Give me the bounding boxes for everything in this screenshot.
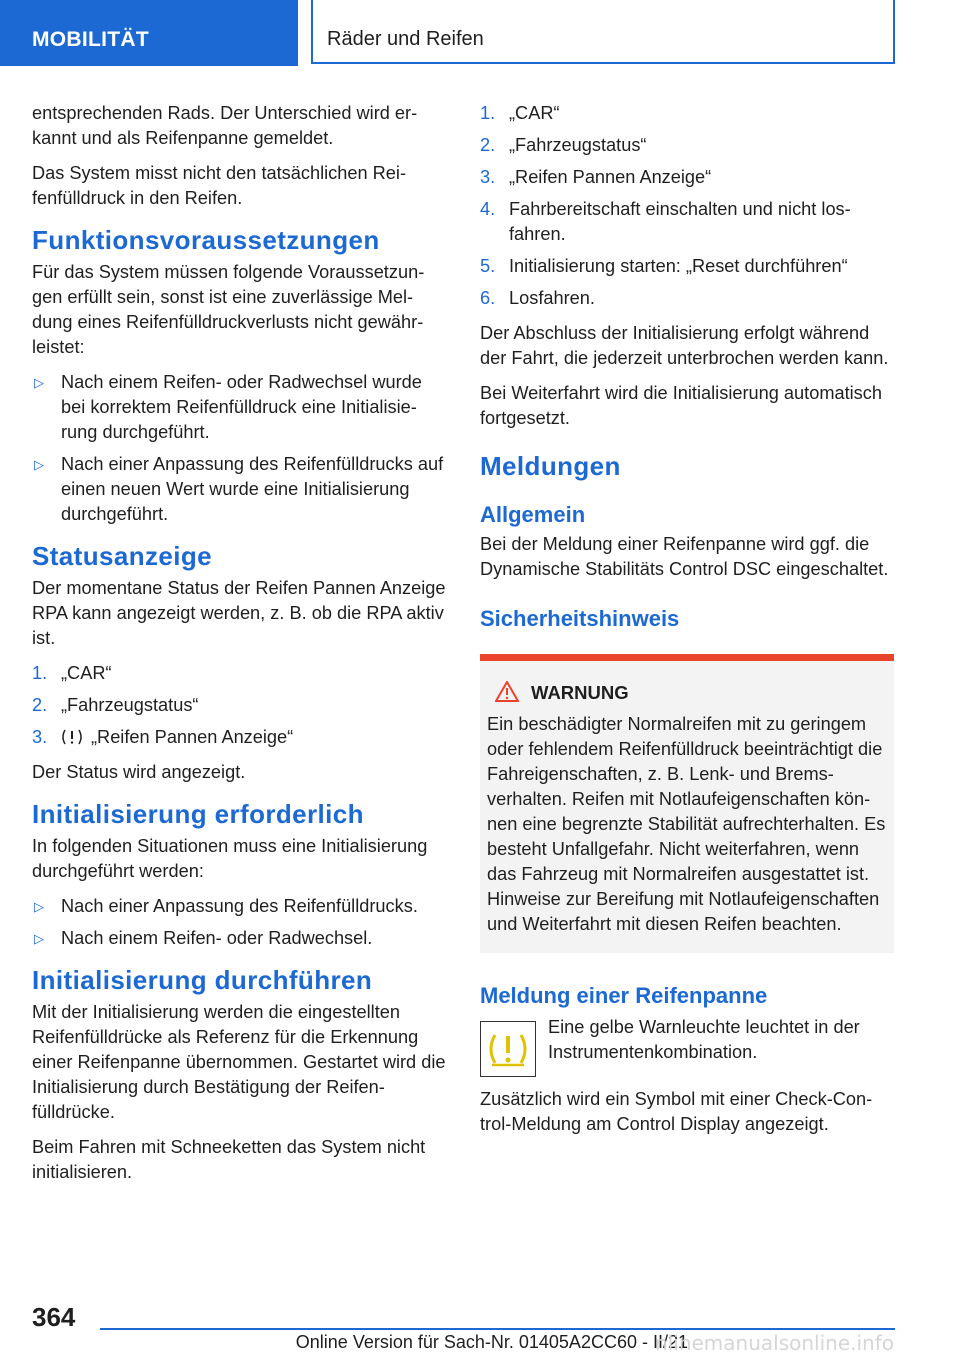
list-item: [480, 197, 894, 247]
list-item-text: „Reifen Pannen Anzeige“: [91, 727, 294, 747]
right-column: [480, 101, 894, 1147]
step-number: 3.: [480, 167, 496, 187]
list-item-text: Initialisierung starten: „Reset durchführen“: [509, 256, 848, 276]
list-item: [480, 133, 894, 158]
list-item: [32, 693, 446, 718]
triangle-bullet-icon: ▷: [34, 457, 44, 472]
numbered-list: [32, 661, 446, 750]
heading-statusanzeige: Statusanzeige: [32, 541, 213, 571]
warning-triangle-icon: [495, 681, 519, 702]
numbered-list: [480, 101, 894, 311]
paragraph: Zusätzlich wird ein Symbol mit einer Check-Control-Meldung am Control Display angezeigt.: [480, 1089, 873, 1134]
lamp-block: [480, 1015, 894, 1087]
step-number: 2.: [480, 135, 496, 155]
list-item-text: Nach einem Reifen- oder Radwechsel wurde bei korrektem Reifenfülldruck eine Initialisierung durchgeführt.: [61, 372, 422, 442]
heading-initialisierung-erforderlich: Initialisierung erforderlich: [32, 799, 364, 829]
paragraph: Für das System müssen folgende Voraussetzungen erfüllt sein, sonst ist eine zuverlässige Meldung eines Reifenfülldruckverlusts nicht gewährleistet:: [32, 262, 425, 357]
list-item: [32, 370, 446, 445]
list-item: [32, 661, 446, 686]
step-number: 6.: [480, 288, 496, 308]
tire-warning-icon: [61, 728, 83, 746]
step-number: 1.: [32, 663, 48, 683]
list-item-text: „CAR“: [61, 663, 112, 683]
paragraph: Bei Weiterfahrt wird die Initialisierung automatisch fortgesetzt.: [480, 383, 882, 428]
step-number: 1.: [480, 103, 496, 123]
heading-meldung-reifenpanne: Meldung einer Reifenpanne: [480, 983, 768, 1008]
paragraph: Eine gelbe Warnleuchte leuchtet in der Instrumentenkombination.: [548, 1017, 860, 1062]
paragraph: Bei der Meldung einer Reifenpanne wird ggf. die Dynamische Stabilitäts Control DSC eingeschaltet.: [480, 534, 889, 579]
list-item-text: Nach einem Reifen- oder Radwechsel.: [61, 928, 373, 948]
step-number: 5.: [480, 256, 496, 276]
list-item-text: Losfahren.: [509, 288, 595, 308]
heading-funktionsvoraussetzungen: Funktionsvoraussetzungen: [32, 225, 380, 255]
warning-text: Ein beschädigter Normalreifen mit zu geringem oder fehlendem Reifenfülldruck beeinträchtigt die Fahreigenschaften, z. B. Lenk- und Bremsverhalten. Reifen mit Notlaufeigenschaften können eine begrenzte Stabilität aufrechterhalten. Es besteht Unfallgefahr. Nicht weiterfahren, wenn das Fahrzeug mit Normalreifen ausgestattet ist. Hinweise zur Bereifung mit Notlaufeigenschaften und Weiterfahrt mit diesen Reifen beachten.: [487, 714, 886, 934]
footer-divider: [100, 1328, 895, 1330]
list-item-text: Fahrbereitschaft einschalten und nicht losfahren.: [509, 199, 851, 244]
triangle-bullet-icon: ▷: [34, 899, 44, 914]
list-item: [32, 725, 446, 750]
chapter-title: Räder und Reifen: [311, 0, 895, 64]
warning-box: [480, 654, 894, 953]
left-column: [32, 101, 446, 1195]
list-item-text: „CAR“: [509, 103, 560, 123]
step-number: 4.: [480, 199, 496, 219]
triangle-bullet-icon: ▷: [34, 931, 44, 946]
watermark: nlinemanualsonline.info: [655, 1331, 894, 1355]
list-item-text: Nach einer Anpassung des Reifenfülldrucks.: [61, 896, 418, 916]
paragraph: Der Status wird angezeigt.: [32, 762, 246, 782]
list-item: [480, 286, 894, 311]
list-item-text: „Reifen Pannen Anzeige“: [509, 167, 712, 187]
paragraph: In folgenden Situationen muss eine Initialisierung durchgeführt werden:: [32, 836, 428, 881]
heading-allgemein: Allgemein: [480, 502, 586, 527]
heading-sicherheitshinweis: Sicherheitshinweis: [480, 606, 680, 631]
triangle-bullet-icon: ▷: [34, 375, 44, 390]
list-item-text: „Fahrzeugstatus“: [509, 135, 647, 155]
list-item: [480, 254, 894, 279]
paragraph: Der momentane Status der Reifen Pannen Anzeige RPA kann angezeigt werden, z. B. ob die RPA aktiv ist.: [32, 578, 446, 648]
list-item: [480, 101, 894, 126]
paragraph: Der Abschluss der Initialisierung erfolgt während der Fahrt, die jederzeit unterbrochen werden kann.: [480, 323, 889, 368]
list-item: [32, 452, 446, 527]
step-number: 2.: [32, 695, 48, 715]
warning-title: WARNUNG: [531, 682, 629, 703]
page-number: 364: [32, 1302, 76, 1332]
page-header: [0, 0, 960, 66]
paragraph: Mit der Initialisierung werden die eingestellten Reifenfülldrücke als Referenz für die Erkennung einer Reifenpanne übernommen. Gestartet wird die Initialisierung durch Bestätigung der Reifenfülldrücke.: [32, 1002, 446, 1122]
bullet-list: [32, 370, 446, 527]
list-item: [32, 894, 446, 919]
footer-version: Online Version für Sach-Nr. 01405A2CC60 - II/21: [295, 1332, 688, 1352]
paragraph: Beim Fahren mit Schneeketten das System nicht initialisieren.: [32, 1137, 426, 1182]
list-item: [480, 165, 894, 190]
heading-meldungen: Meldungen: [480, 451, 621, 481]
warning-header: [487, 681, 886, 704]
paragraph: Das System misst nicht den tatsächlichen Reifenfülldruck in den Reifen.: [32, 163, 407, 208]
list-item-text: Nach einer Anpassung des Reifenfülldrucks auf einen neuen Wert wurde eine Initialisierung durchgeführt.: [61, 454, 444, 524]
section-tab: MOBILITÄT: [0, 0, 298, 66]
list-item-text: „Fahrzeugstatus“: [61, 695, 199, 715]
list-item: [32, 926, 446, 951]
step-number: 3.: [32, 727, 48, 747]
paragraph: entsprechenden Rads. Der Unterschied wird erkannt und als Reifenpanne gemeldet.: [32, 103, 418, 148]
bullet-list: [32, 894, 446, 951]
heading-initialisierung-durchfuehren: Initialisierung durchführen: [32, 965, 373, 995]
tire-pressure-warning-lamp-icon: [480, 1021, 536, 1077]
